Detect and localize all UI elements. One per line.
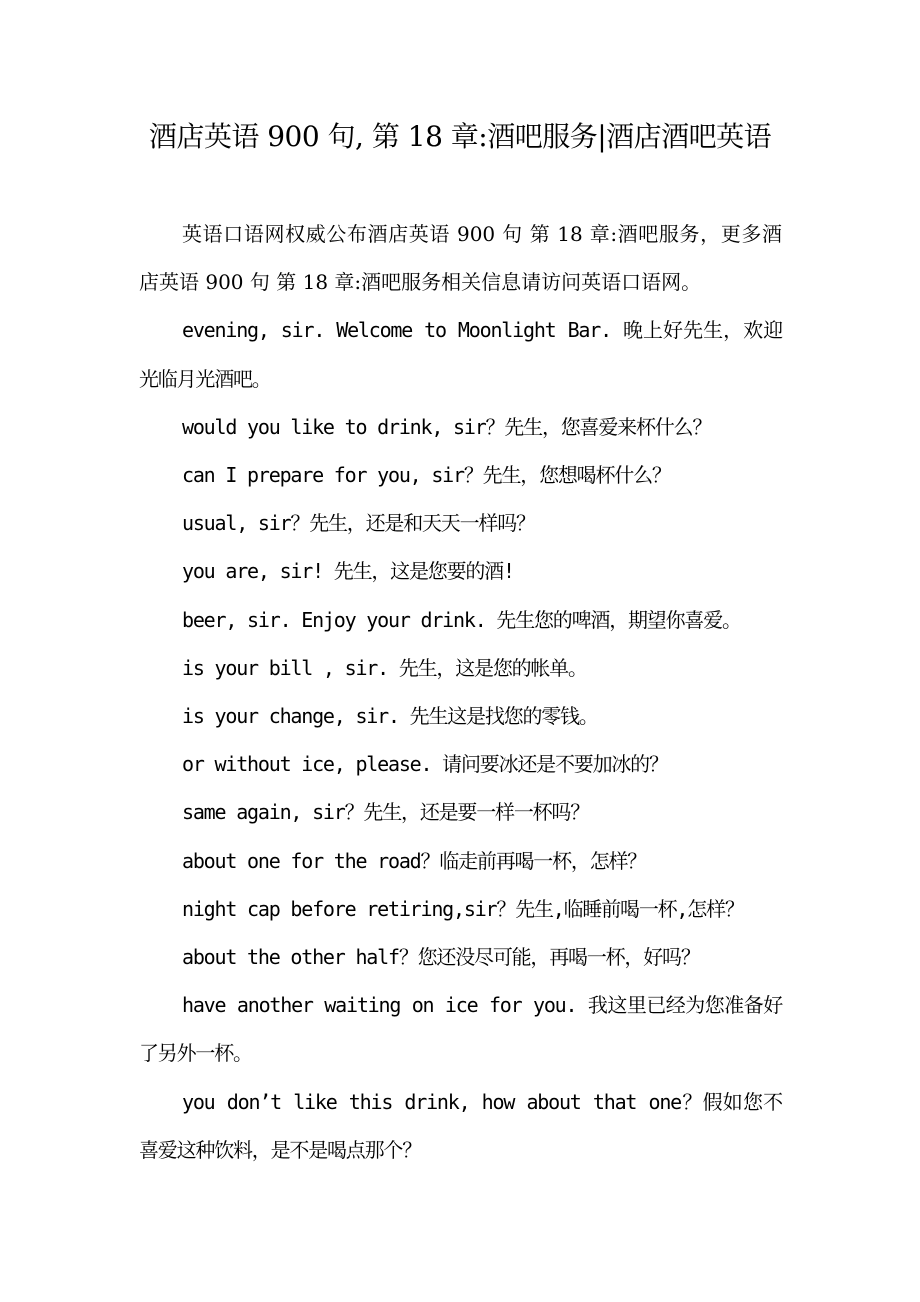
paragraph: same again, sir？先生，还是要一样一杯吗？ [182,800,590,825]
paragraph-intro: 英语口语网权威公布酒店英语 900 句 第 18 章:酒吧服务，更多酒店英语 900 句 第 18 章:酒吧服务相关信息请访问英语口语网。 [139,222,782,295]
paragraph: or without ice, please. 请问要冰还是不要加冰的？ [182,752,668,777]
paragraph: night cap before retiring,sir？先生,临睡前喝一杯,怎样？ [182,896,744,921]
document-title: 酒店英语 900 句, 第 18 章:酒吧服务|酒店酒吧英语 [148,120,772,153]
paragraph: would you like to drink, sir？先生，您喜爱来杯什么？ [182,414,712,439]
paragraph: evening, sir. Welcome to Moonlight Bar. 晚上好先生，欢迎光临月光酒吧。 [139,318,782,391]
document-body [139,210,782,1174]
paragraph: you don’t like this drink, how about that one？假如您不喜爱这种饮料，是不是喝点那个？ [139,1089,782,1162]
paragraph: is your change, sir. 先生这是找您的零钱。 [182,704,598,729]
paragraph: you are, sir! 先生，这是您要的酒! [182,559,514,584]
paragraph: have another waiting on ice for you. 我这里已经为您准备好了另外一杯。 [139,993,782,1066]
paragraph: can I prepare for you, sir？先生，您想喝杯什么？ [182,463,671,488]
paragraph: about the other half？您还没尽可能，再喝一杯，好吗？ [182,945,700,970]
paragraph: is your bill , sir. 先生，这是您的帐单。 [182,655,587,680]
paragraph: usual, sir？先生，还是和天天一样吗？ [182,511,535,536]
paragraph: about one for the road？临走前再喝一杯，怎样？ [182,848,647,873]
paragraph: beer, sir. Enjoy your drink. 先生您的啤酒，期望你喜爱。 [182,607,741,632]
